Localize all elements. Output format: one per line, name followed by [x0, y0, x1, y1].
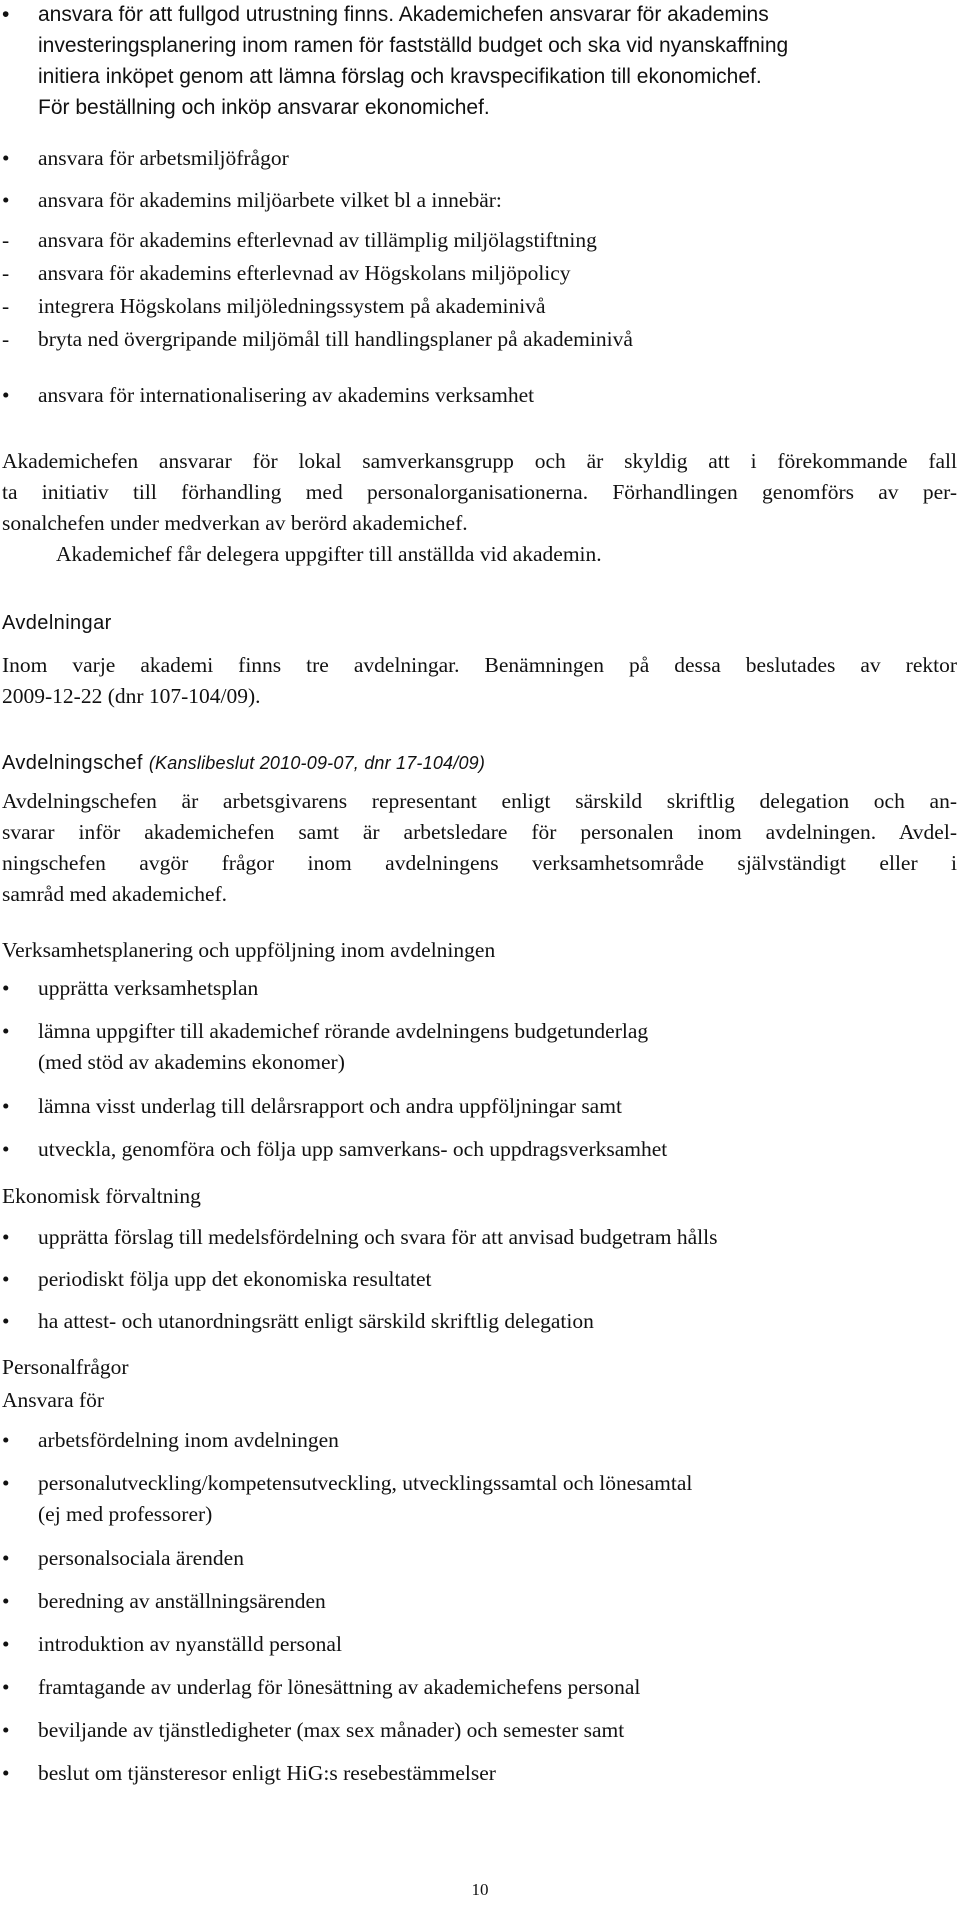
indented-line: Akademichef får delegera uppgifter till anställda vid akademin.	[56, 542, 602, 566]
text-line: ansvara för att fullgod utrustning finns. Akademichefen ansvarar för akademins	[38, 3, 769, 26]
bullet-marker: •	[2, 1019, 10, 1043]
text-line: För beställning och inköp ansvarar ekonomichef.	[38, 96, 490, 119]
heading-avdelningar: Avdelningar	[2, 612, 112, 634]
bullet-marker: •	[2, 383, 10, 407]
bullet-marker: •	[2, 1471, 10, 1495]
text-line: Avdelningschefen är arbetsgivarens representant enligt särskild skriftlig delegation och an-	[2, 789, 957, 813]
bullet-text: framtagande av underlag för lönesättning av akademichefens personal	[38, 1675, 641, 1699]
list-item	[0, 1222, 944, 1264]
text-line: Akademichefen ansvarar för lokal samverkansgrupp och är skyldig att i förekommande fall	[2, 449, 957, 473]
bullet-text: beslut om tjänsteresor enligt HiG:s resebestämmelser	[38, 1761, 496, 1785]
dash-text: ansvara för akademins efterlevnad av tillämplig miljölagstiftning	[38, 228, 597, 252]
bullet-marker: •	[2, 1267, 10, 1291]
ekonomi-list	[0, 1222, 944, 1348]
avdelningschef-paragraph	[2, 786, 957, 910]
bullet-marker: •	[2, 1718, 10, 1742]
bullet-fullgod-utrustning	[0, 0, 944, 123]
text-line: samråd med akademichef.	[2, 882, 228, 906]
dash-marker: -	[2, 327, 10, 351]
text-line: svarar inför akademichefen samt är arbetsledare för personalen inom avdelningen. Avdel-	[2, 820, 957, 844]
list-item	[0, 1468, 944, 1543]
dash-item	[0, 258, 944, 291]
subheading-ansvara-for: Ansvara för	[2, 1388, 105, 1412]
bullet-marker: •	[2, 976, 10, 1000]
bullet-marker: •	[2, 1632, 10, 1656]
bullet-text: ha attest- och utanordningsrätt enligt särskild skriftlig delegation	[38, 1309, 594, 1333]
list-item	[0, 1629, 944, 1672]
bullet-text: personalsociala ärenden	[38, 1546, 244, 1570]
list-item	[0, 1672, 944, 1715]
bullet-marker: •	[2, 188, 10, 212]
bullet-text: lämna visst underlag till delårsrapport och andra uppföljningar samt	[38, 1094, 622, 1118]
bullet-arbetsmiljo	[0, 143, 944, 174]
bullet-miljoarbete	[0, 185, 944, 216]
bullet-marker: •	[2, 1137, 10, 1161]
heading-ekonomisk-forvaltning: Ekonomisk förvaltning	[2, 1184, 201, 1208]
bullet-text: periodiskt följa upp det ekonomiska resultatet	[38, 1267, 432, 1291]
dash-text: ansvara för akademins efterlevnad av Högskolans miljöpolicy	[38, 261, 571, 285]
bullet-text: upprätta verksamhetsplan	[38, 976, 259, 1000]
dash-item	[0, 225, 944, 258]
bullet-text: personalutveckling/kompetensutveckling, utvecklingssamtal och lönesamtal	[38, 1471, 693, 1495]
bullet-text: beviljande av tjänstledigheter (max sex månader) och semester samt	[38, 1718, 625, 1742]
bullet-marker: •	[2, 1546, 10, 1570]
bullet-marker: •	[2, 1761, 10, 1785]
dash-marker: -	[2, 261, 10, 285]
page-number: 10	[471, 1880, 489, 1899]
text-line: investeringsplanering inom ramen för fastställd budget och ska vid nyanskaffning	[38, 34, 789, 57]
bullet-internationalisering	[0, 380, 944, 411]
dash-marker: -	[2, 294, 10, 318]
bullet-text: ansvara för arbetsmiljöfrågor	[38, 146, 289, 170]
heading-verksamhetsplanering: Verksamhetsplanering och uppföljning inom avdelningen	[2, 938, 496, 962]
dash-text: bryta ned övergripande miljömål till handlingsplaner på akademinivå	[38, 327, 633, 351]
text-line: Inom varje akademi finns tre avdelningar. Benämningen på dessa beslutades av rektor	[2, 653, 957, 677]
personal-list	[0, 1425, 944, 1801]
dash-item	[0, 291, 944, 324]
list-item	[0, 1016, 944, 1091]
bullet-text-cont: (ej med professorer)	[38, 1502, 213, 1526]
list-item	[0, 973, 944, 1016]
bullet-text: ansvara för internationalisering av akademins verksamhet	[38, 383, 535, 407]
verksamhet-list	[0, 973, 944, 1177]
list-item	[0, 1134, 944, 1177]
list-item	[0, 1306, 944, 1348]
dash-marker: -	[2, 228, 10, 252]
bullet-text: lämna uppgifter till akademichef rörande avdelningens budgetunderlag	[38, 1019, 649, 1043]
bullet-text: ansvara för akademins miljöarbete vilket bl a innebär:	[38, 188, 502, 212]
bullet-marker: •	[2, 1428, 10, 1452]
bullet-marker: •	[2, 146, 10, 170]
bullet-marker: •	[2, 1309, 10, 1333]
bullet-text-cont: (med stöd av akademins ekonomer)	[38, 1050, 345, 1074]
list-item	[0, 1091, 944, 1134]
bullet-text: beredning av anställningsärenden	[38, 1589, 326, 1613]
list-item	[0, 1586, 944, 1629]
bullet-marker: •	[2, 3, 10, 26]
list-item	[0, 1264, 944, 1306]
dash-text: integrera Högskolans miljöledningssystem på akademinivå	[38, 294, 546, 318]
list-item	[0, 1425, 944, 1468]
bullet-marker: •	[2, 1589, 10, 1613]
bullet-marker: •	[2, 1675, 10, 1699]
samverkan-paragraph	[2, 446, 957, 570]
heading-note: (Kanslibeslut 2010-09-07, dnr 17-104/09)	[148, 753, 486, 773]
heading-avdelningschef	[2, 748, 485, 779]
dash-item	[0, 324, 944, 357]
heading-text: Avdelningschef	[2, 752, 143, 774]
bullet-marker: •	[2, 1094, 10, 1118]
bullet-text: introduktion av nyanställd personal	[38, 1632, 342, 1656]
text-line: ningschefen avgör frågor inom avdelningens verksamhetsområde självständigt eller i	[2, 851, 957, 875]
text-line: sonalchefen under medverkan av berörd akademichef.	[2, 511, 468, 535]
bullet-text: upprätta förslag till medelsfördelning och svara för att anvisad budgetram hålls	[38, 1225, 718, 1249]
bullet-marker: •	[2, 1225, 10, 1249]
text-line: 2009-12-22 (dnr 107-104/09).	[2, 684, 261, 708]
bullet-text: utveckla, genomföra och följa upp samverkans- och uppdragsverksamhet	[38, 1137, 668, 1161]
heading-personalfragor: Personalfrågor	[2, 1355, 129, 1379]
text-line: initiera inköpet genom att lämna förslag och kravspecifikation till ekonomichef.	[38, 65, 762, 88]
dash-list	[0, 225, 944, 357]
bullet-text: arbetsfördelning inom avdelningen	[38, 1428, 339, 1452]
avdelningar-paragraph	[2, 650, 957, 712]
list-item	[0, 1543, 944, 1586]
list-item	[0, 1715, 944, 1758]
text-line: ta initiativ till förhandling med personalorganisationerna. Förhandlingen genomförs av per-	[2, 480, 957, 504]
list-item	[0, 1758, 944, 1801]
